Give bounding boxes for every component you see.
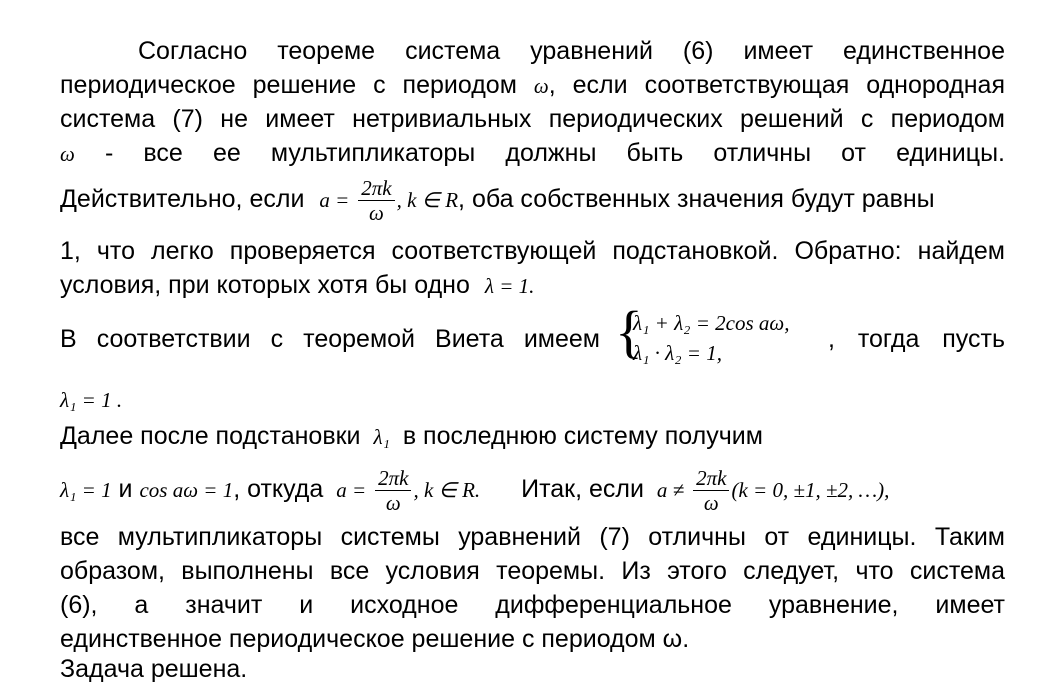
text-line: Согласно теореме система уравнений (6) имеет единственное (138, 37, 1005, 65)
equation: λ = 1. (484, 274, 535, 298)
text-line: все мультипликаторы системы уравнений (7) отличны от единицы. Таким (60, 523, 1005, 551)
text-line-with-fractions: λ₁ = 1 и cos aω = 1, откуда a = $\frac{2\pi k}{\omega}$ , k ∈ R. Итак, если a ≠ $\frac{2\pi k}{\omega}$ (k = 0, ±1, ±2, …), (60, 466, 890, 515)
equation-line (60, 384, 1005, 415)
text-line: ω - все ее мультипликаторы должны быть отличны от единицы. (60, 139, 1006, 167)
text-line: Задача решена. (60, 655, 248, 683)
equation: λ₁ = 1 . (60, 388, 123, 412)
brace-symbol: { (615, 299, 643, 364)
omega-symbol: ω (60, 142, 75, 166)
text-line: Далее после подстановки λ₁ в последнюю систему получим (60, 422, 763, 450)
text-line: условия, при которых хотя бы одно λ = 1. (60, 271, 535, 299)
equation-system: { λ₁ + λ₂ = 2cos aω, λ₁ · λ₂ = 1, (615, 299, 790, 365)
text-line: образом, выполнены все условия теоремы. Из этого следует, что система (60, 557, 1005, 585)
fraction: $\frac{2\pi k}{\omega}$ (693, 466, 729, 515)
omega-symbol: ω (533, 74, 549, 98)
text-line-with-fraction: Действительно, если a = $\frac{2\pi k}{\omega}$ , k ∈ R, оба собственных значения будут равны (60, 176, 935, 225)
text-line: периодическое решение с периодом ω, если соответствующая однородная (60, 71, 1005, 99)
text-line: единственное периодическое решение с периодом ω. (60, 625, 690, 653)
text-line: (6), а значит и исходное дифференциальное уравнение, имеет (60, 591, 1005, 619)
vieta-line: В соответствии с теоремой Виета имеем { λ₁ + λ₂ = 2cos aω, λ₁ · λ₂ = 1, , тогда пусть (60, 310, 1005, 374)
text-line: 1, что легко проверяется соответствующей подстановкой. Обратно: найдем (60, 237, 1005, 265)
text-line: система (7) не имеет нетривиальных периодических решений с периодом (60, 105, 1005, 133)
fraction: $\frac{2\pi k}{\omega}$ (358, 176, 394, 225)
fraction: $\frac{2\pi k}{\omega}$ (375, 466, 411, 515)
